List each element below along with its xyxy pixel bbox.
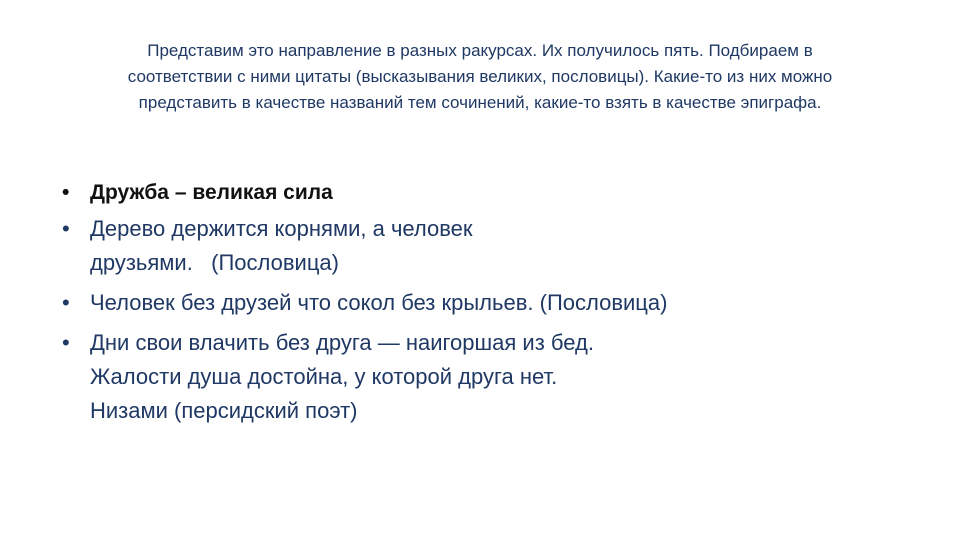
quote-author: Низами (персидский поэт) <box>90 398 358 423</box>
quote-item <box>62 286 922 320</box>
quote-line: • Дерево держится корнями, а человек <box>90 216 473 241</box>
quote-item <box>62 326 922 428</box>
intro-line: представить в качестве названий тем сочинений, какие-то взять в качестве эпиграфа. <box>138 93 822 112</box>
quote-line: • Дружба – великая сила <box>90 181 333 204</box>
intro-line: соответствии с ними цитаты (высказывания великих, пословицы). Какие-то из них можно <box>127 67 833 86</box>
quote-line: Жалости душа достойна, у которой друга нет. <box>90 364 558 389</box>
quote-line: • Дни свои влачить без друга — наигоршая из бед. <box>90 330 594 355</box>
intro-paragraph <box>40 38 920 116</box>
quote-line: • Человек без друзей что сокол без крыльев. (Пословица) <box>90 290 668 315</box>
intro-line: Представим это направление в разных ракурсах. Их получилось пять. Подбираем в <box>147 41 813 60</box>
quote-list <box>62 176 922 434</box>
quote-item <box>62 212 922 280</box>
quote-item-heading <box>62 176 922 210</box>
quote-line: друзьями. (Пословица) <box>90 250 339 275</box>
